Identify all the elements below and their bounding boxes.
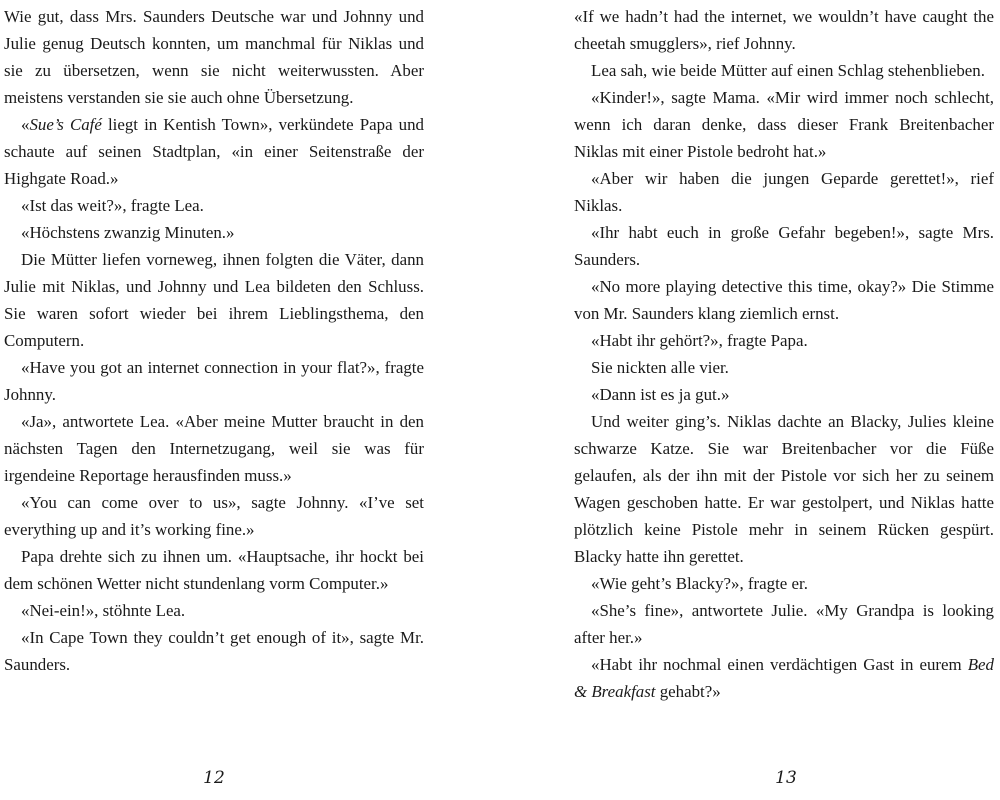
paragraph: Und weiter ging’s. Niklas dachte an Blacky, Julies kleine schwarze Katze. Sie war Breitenbacher vor die Füße gelaufen, als der ihn mit der Pistole vor sich her zu seinem Wagen geschoben hatte. Er war gestolpert, und Niklas hatte plötzlich keine Pistole mehr in seinem Rücken gespürt. Blacky hatte ihn gerettet. bbox=[574, 412, 994, 566]
paragraph: «If we hadn’t had the internet, we wouldn’t have caught the cheetah smugglers», rief Johnny. bbox=[574, 7, 994, 53]
bed-and-breakfast-title: Bed & Breakfast bbox=[574, 655, 994, 701]
paragraph: «Aber wir haben die jungen Geparde gerettet!», rief Niklas. bbox=[574, 169, 994, 215]
paragraph: «Sue’s Café liegt in Kentish Town», verkündete Papa und schaute auf seinen Stadtplan, «in einer Seitenstraße der Highgate Road.» bbox=[4, 115, 424, 188]
paragraph: Lea sah, wie beide Mütter auf einen Schlag stehenblieben. bbox=[591, 61, 985, 80]
paragraph: «Ihr habt euch in große Gefahr begeben!», sagte Mrs. Saunders. bbox=[574, 223, 994, 269]
paragraph: «Kinder!», sagte Mama. «Mir wird immer noch schlecht, wenn ich daran denke, dass dieser Frank Breitenbacher Niklas mit einer Pistole bedroht hat.» bbox=[574, 88, 994, 161]
paragraph: «Wie geht’s Blacky?», fragte er. bbox=[591, 574, 808, 593]
paragraph: «Dann ist es ja gut.» bbox=[591, 385, 730, 404]
paragraph: «Nei-ein!», stöhnte Lea. bbox=[21, 601, 186, 620]
paragraph: «Höchstens zwanzig Minuten.» bbox=[21, 223, 235, 242]
cafe-name: Sue’s Café bbox=[29, 115, 102, 134]
paragraph: Papa drehte sich zu ihnen um. «Hauptsache, ihr hockt bei dem schönen Wetter nicht stundenlang vorm Computer.» bbox=[4, 547, 424, 593]
paragraph: «In Cape Town they couldn’t get enough of it», sagte Mr. Saunders. bbox=[4, 628, 424, 674]
paragraph: «Habt ihr nochmal einen verdächtigen Gast in eurem Bed & Breakfast gehabt?» bbox=[574, 655, 994, 701]
paragraph: Wie gut, dass Mrs. Saunders Deutsche war und Johnny und Julie genug Deutsch konnten, um manchmal für Niklas und sie zu übersetzen, wenn sie nicht weiterwussten. Aber meistens verstanden sie sie auch ohne Übersetzung. bbox=[4, 7, 424, 107]
paragraph: «Habt ihr gehört?», fragte Papa. bbox=[591, 331, 808, 350]
paragraph: Sie nickten alle vier. bbox=[591, 358, 729, 377]
right-page bbox=[574, 3, 994, 705]
paragraph: «Have you got an internet connection in your flat?», fragte Johnny. bbox=[4, 358, 424, 404]
page-number-right: 13 bbox=[775, 768, 797, 788]
paragraph: «No more playing detective this time, okay?» Die Stimme von Mr. Saunders klang ziemlich ernst. bbox=[574, 277, 994, 323]
paragraph: Die Mütter liefen vorneweg, ihnen folgten die Väter, dann Julie mit Niklas, und Johnny und Lea bildeten den Schluss. Sie waren sofort wieder bei ihrem Lieblingsthema, den Computern. bbox=[4, 250, 424, 350]
paragraph: «She’s fine», antwortete Julie. «My Grandpa is looking after her.» bbox=[574, 601, 994, 647]
paragraph: «Ja», antwortete Lea. «Aber meine Mutter braucht in den nächsten Tagen den Internetzugang, weil sie was für irgendeine Reportage herausfinden muss.» bbox=[4, 412, 424, 485]
paragraph: «Ist das weit?», fragte Lea. bbox=[21, 196, 204, 215]
left-page bbox=[4, 3, 424, 678]
page-number-left: 12 bbox=[203, 768, 225, 788]
paragraph: «You can come over to us», sagte Johnny. «I’ve set everything up and it’s working fine.» bbox=[4, 493, 424, 539]
